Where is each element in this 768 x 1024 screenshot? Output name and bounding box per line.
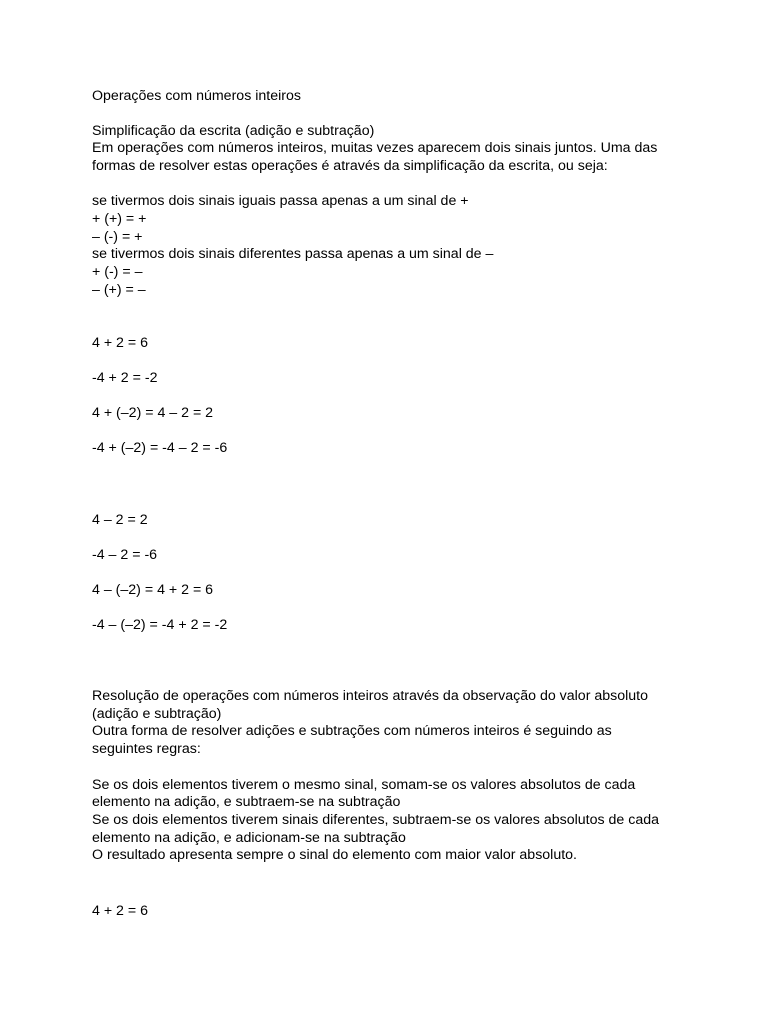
rule-line: elemento na adição, e subtraem-se na subtração: [92, 794, 401, 810]
document-title: Operações com números inteiros: [92, 88, 301, 104]
rule-line: – (+) = –: [92, 282, 146, 298]
rule-line: – (-) = +: [92, 229, 143, 245]
section-heading: Simplificação da escrita (adição e subtração): [92, 123, 375, 139]
example-line: -4 + 2 = -2: [92, 370, 158, 386]
rule-line: Se os dois elementos tiverem sinais diferentes, subtraem-se os valores absolutos de cada: [92, 812, 660, 828]
rule-line: + (+) = +: [92, 211, 147, 227]
example-line: -4 + (–2) = -4 – 2 = -6: [92, 440, 228, 456]
paragraph-line: formas de resolver estas operações é através da simplificação da escrita, ou seja:: [92, 158, 608, 174]
example-line: -4 – (–2) = -4 + 2 = -2: [92, 617, 228, 633]
paragraph-line: Outra forma de resolver adições e subtrações com números inteiros é seguindo as: [92, 723, 612, 739]
rule-line: Se os dois elementos tiverem o mesmo sinal, somam-se os valores absolutos de cada: [92, 777, 636, 793]
rule-line: se tivermos dois sinais diferentes passa apenas a um sinal de –: [92, 246, 494, 262]
paragraph-line: Em operações com números inteiros, muitas vezes aparecem dois sinais juntos. Uma das: [92, 140, 658, 156]
section-heading: (adição e subtração): [92, 706, 222, 722]
example-line: 4 + (–2) = 4 – 2 = 2: [92, 405, 214, 421]
rule-line: elemento na adição, e adicionam-se na subtração: [92, 830, 406, 846]
rule-line: O resultado apresenta sempre o sinal do elemento com maior valor absoluto.: [92, 847, 577, 863]
example-line: 4 – 2 = 2: [92, 512, 148, 528]
rule-line: se tivermos dois sinais iguais passa apenas a um sinal de +: [92, 193, 469, 209]
section-heading: Resolução de operações com números inteiros através da observação do valor absoluto: [92, 688, 648, 704]
example-line: 4 + 2 = 6: [92, 335, 149, 351]
paragraph-line: seguintes regras:: [92, 741, 201, 757]
example-line: -4 – 2 = -6: [92, 547, 158, 563]
example-line: 4 – (–2) = 4 + 2 = 6: [92, 582, 214, 598]
example-line: 4 + 2 = 6: [92, 903, 149, 919]
rule-line: + (-) = –: [92, 264, 143, 280]
